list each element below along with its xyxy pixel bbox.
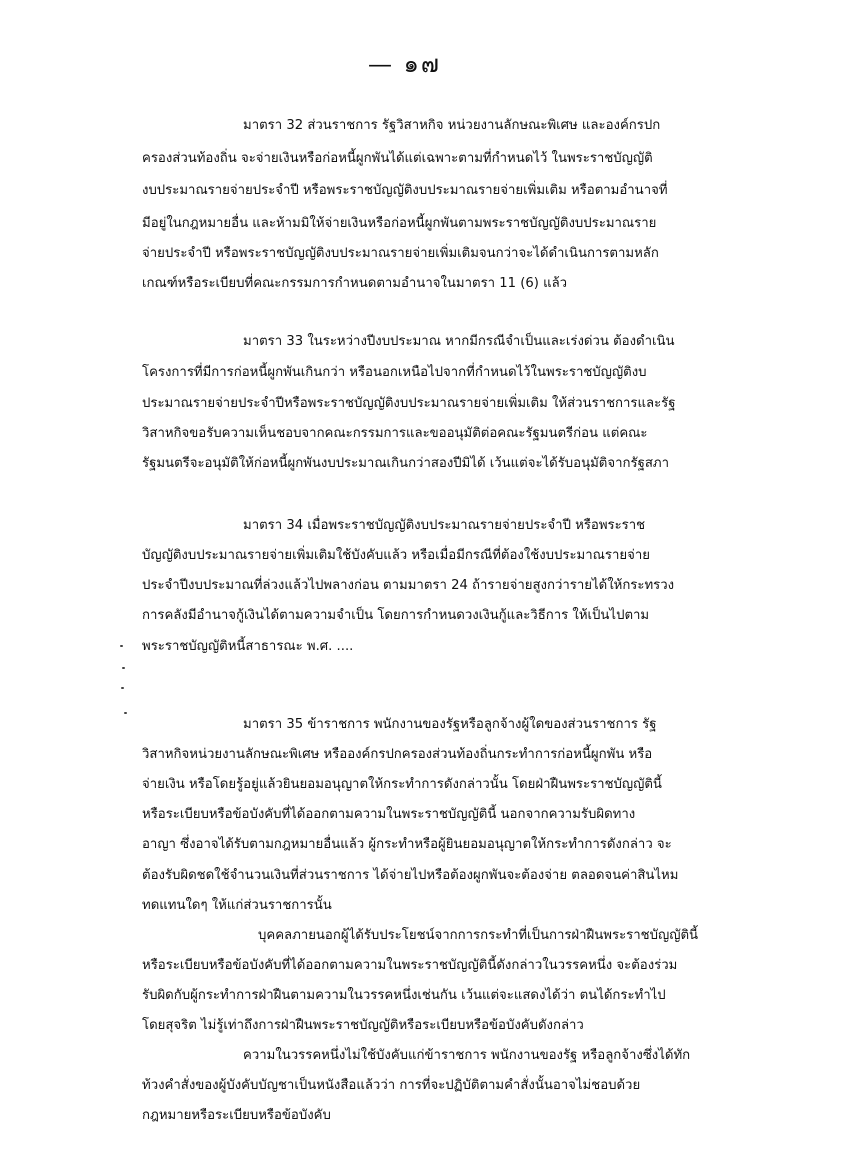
- section-33-line-1: มาตรา 33 ในระหว่างปีงบประมาณ หากมีกรณีจำเป็นและเร่งด่วน ต้องดำเนิน: [243, 334, 675, 349]
- section-32-line-2: ครองส่วนท้องถิ่น จะจ่ายเงินหรือก่อหนี้ผูกพันได้แต่เฉพาะตามที่กำหนดไว้ ในพระราชบัญญัติ: [142, 151, 653, 166]
- section-35-line-1: มาตรา 35 ข้าราชการ พนักงานของรัฐหรือลูกจ้างผู้ใดของส่วนราชการ รัฐ: [243, 717, 657, 732]
- section-35-para2-line-2: หรือระเบียบหรือข้อบังคับที่ได้ออกตามความในพระราชบัญญัตินี้ดังกล่าวในวรรคหนึ่ง จะต้องร่วม: [142, 958, 678, 973]
- section-34-line-5: พระราชบัญญัติหนี้สาธารณะ พ.ศ. ....: [142, 639, 354, 654]
- section-35-line-3: จ่ายเงิน หรือโดยรู้อยู่แล้วยินยอมอนุญาตให้กระทำการดังกล่าวนั้น โดยฝ่าฝืนพระราชบัญญัตินี้: [142, 777, 662, 792]
- section-33-line-5: รัฐมนตรีจะอนุมัติให้ก่อหนี้ผูกพันงบประมาณเกินกว่าสองปีมิได้ เว้นแต่จะได้รับอนุมัติจากรัฐสภา: [142, 456, 669, 471]
- scan-speck: [121, 687, 124, 689]
- section-32-line-5: จ่ายประจำปี หรือพระราชบัญญัติงบประมาณรายจ่ายเพิ่มเติมจนกว่าจะได้ดำเนินการตามหลัก: [142, 246, 659, 261]
- section-32-line-6: เกณฑ์หรือระเบียบที่คณะกรรมการกำหนดตามอำนาจในมาตรา 11 (6) แล้ว: [142, 276, 568, 291]
- section-34-line-2: บัญญัติงบประมาณรายจ่ายเพิ่มเติมใช้บังคับแล้ว หรือเมื่อมีกรณีที่ต้องใช้งบประมาณรายจ่าย: [142, 548, 650, 563]
- section-32-line-1: มาตรา 32 ส่วนราชการ รัฐวิสาหกิจ หน่วยงานลักษณะพิเศษ และองค์กรปก: [243, 118, 661, 133]
- section-33-line-2: โครงการที่มีการก่อหนี้ผูกพันเกินกว่า หรือนอกเหนือไปจากที่กำหนดไว้ในพระราชบัญญัติงบ: [142, 365, 647, 380]
- section-32-line-4: มีอยู่ในกฎหมายอื่น และห้ามมิให้จ่ายเงินหรือก่อหนี้ผูกพันตามพระราชบัญญัติงบประมาณราย: [142, 216, 657, 231]
- scan-speck: [122, 667, 125, 669]
- section-34-line-1: มาตรา 34 เมื่อพระราชบัญญัติงบประมาณรายจ่ายประจำปี หรือพระราช: [243, 518, 646, 533]
- section-35-para3-line-3: กฎหมายหรือระเบียบหรือข้อบังคับ: [142, 1108, 331, 1123]
- section-35-para2-line-3: รับผิดกับผู้กระทำการฝ่าฝืนตามความในวรรคหนึ่งเช่นกัน เว้นแต่จะแสดงได้ว่า ตนได้กระทำไป: [142, 988, 666, 1003]
- section-34-line-4: การคลังมีอำนาจกู้เงินได้ตามความจำเป็น โดยการกำหนดวงเงินกู้และวิธีการ ให้เป็นไปตาม: [142, 608, 650, 623]
- section-32-line-3: งบประมาณรายจ่ายประจำปี หรือพระราชบัญญัติงบประมาณรายจ่ายเพิ่มเติม หรือตามอำนาจที่: [142, 183, 668, 198]
- page-number: — ๑๗: [368, 50, 441, 78]
- section-33-line-3: ประมาณรายจ่ายประจำปีหรือพระราชบัญญัติงบประมาณรายจ่ายเพิ่มเติม ให้ส่วนราชการและรัฐ: [142, 396, 676, 411]
- section-35-para3-line-1: ความในวรรคหนึ่งไม่ใช้บังคับแก่ข้าราชการ พนักงานของรัฐ หรือลูกจ้างซึ่งได้ทัก: [243, 1048, 691, 1063]
- scan-speck: [124, 712, 127, 714]
- section-35-para2-line-1: บุคคลภายนอกผู้ได้รับประโยชน์จากการกระทำที่เป็นการฝ่าฝืนพระราชบัญญัตินี้: [258, 928, 699, 943]
- section-35-para2-line-4: โดยสุจริต ไม่รู้เท่าถึงการฝ่าฝืนพระราชบัญญัติหรือระเบียบหรือข้อบังคับดังกล่าว: [142, 1018, 584, 1033]
- section-35-line-2: วิสาหกิจหน่วยงานลักษณะพิเศษ หรือองค์กรปกครองส่วนท้องถิ่นกระทำการก่อหนี้ผูกพัน หรือ: [142, 747, 653, 762]
- section-35-line-4: หรือระเบียบหรือข้อบังคับที่ได้ออกตามความในพระราชบัญญัตินี้ นอกจากความรับผิดทาง: [142, 807, 636, 822]
- scan-speck: [120, 645, 123, 647]
- section-35-para3-line-2: ท้วงคำสั่งของผู้บังคับบัญชาเป็นหนังสือแล้วว่า การที่จะปฏิบัติตามคำสั่งนั้นอาจไม่ชอบด้วย: [142, 1078, 641, 1093]
- section-33-line-4: วิสาหกิจขอรับความเห็นชอบจากคณะกรรมการและขออนุมัติต่อคณะรัฐมนตรีก่อน แต่คณะ: [142, 426, 648, 441]
- section-34-line-3: ประจำปีงบประมาณที่ล่วงแล้วไปพลางก่อน ตามมาตรา 24 ถ้ารายจ่ายสูงกว่ารายได้ให้กระทรวง: [142, 578, 675, 593]
- section-35-line-6: ต้องรับผิดชดใช้จำนวนเงินที่ส่วนราชการ ได้จ่ายไปหรือต้องผูกพันจะต้องจ่าย ตลอดจนค่าสินไหม: [142, 868, 679, 883]
- section-35-line-7: ทดแทนใดๆ ให้แก่ส่วนราชการนั้น: [142, 898, 332, 913]
- section-35-line-5: อาญา ซึ่งอาจได้รับตามกฎหมายอื่นแล้ว ผู้กระทำหรือผู้ยินยอมอนุญาตให้กระทำการดังกล่าว จะ: [142, 837, 672, 852]
